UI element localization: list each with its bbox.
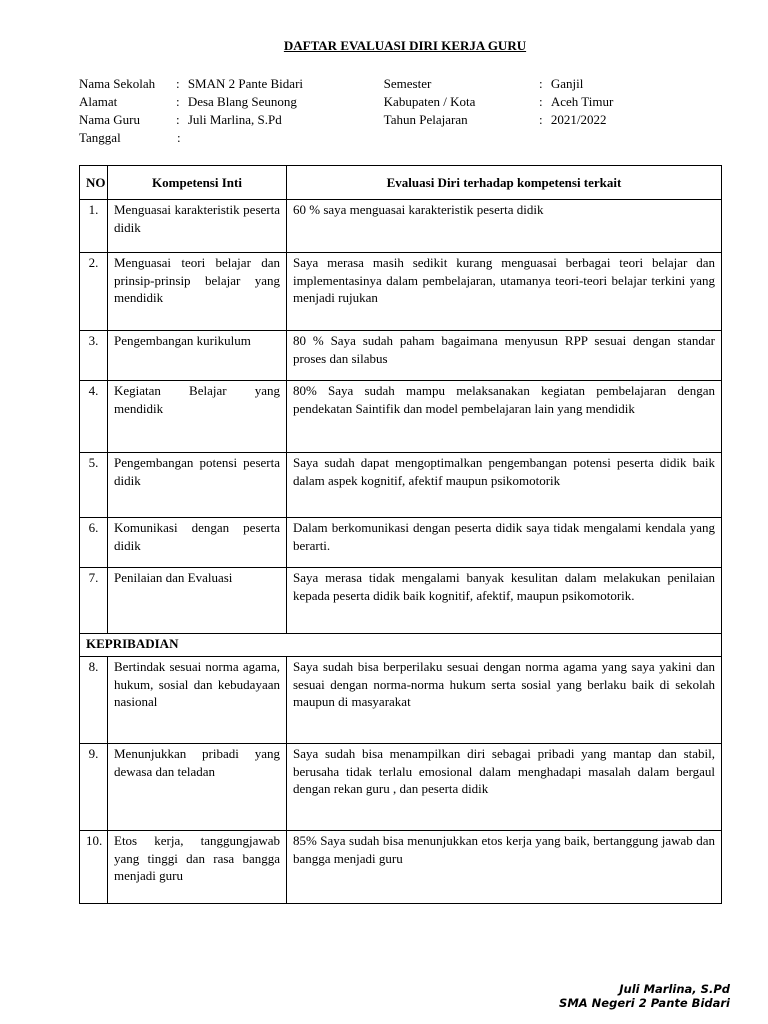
row-evaluasi: 80 % Saya sudah paham bagaimana menyusun RPP sesuai dengan standar proses dan silabus: [287, 331, 722, 381]
info-label: Nama Sekolah: [79, 76, 156, 91]
table-row: [80, 253, 722, 331]
info-value: Ganjil: [550, 76, 584, 91]
row-number: 4.: [80, 381, 108, 453]
row-number: 10.: [80, 831, 108, 904]
evaluation-table: [79, 165, 722, 904]
row-number: 3.: [80, 331, 108, 381]
info-label: Kabupaten / Kota: [383, 94, 476, 109]
header-no: NO: [80, 166, 108, 200]
row-kompetensi: Penilaian dan Evaluasi: [108, 568, 287, 634]
row-evaluasi: Saya sudah bisa berperilaku sesuai dengan norma agama yang saya yakini dan sesuai dengan norma-norma hukum serta sosial yang berlaku baik di sekolah maupun di masyarakat: [287, 657, 722, 744]
table-row: [80, 518, 722, 568]
footer-school-name: SMA Negeri 2 Pante Bidari: [559, 996, 730, 1010]
info-value: Juli Marlina, S.Pd: [187, 112, 282, 127]
info-separator: :: [175, 76, 180, 91]
info-separator: :: [538, 94, 543, 109]
header-evaluasi: Evaluasi Diri terhadap kompetensi terkait: [287, 166, 722, 200]
row-evaluasi: 60 % saya menguasai karakteristik peserta didik: [287, 200, 722, 253]
table-row: [80, 453, 722, 518]
info-label: Tahun Pelajaran: [383, 112, 468, 127]
info-separator: :: [175, 94, 180, 109]
section-kepribadian: KEPRIBADIAN: [80, 634, 722, 657]
info-value: Aceh Timur: [550, 94, 614, 109]
footer-signature: [559, 982, 730, 1010]
row-kompetensi: Menguasai teori belajar dan prinsip-prinsip belajar yang mendidik: [108, 253, 287, 331]
info-separator: :: [177, 130, 181, 145]
info-separator: :: [538, 76, 543, 91]
info-value: SMAN 2 Pante Bidari: [187, 76, 304, 91]
row-kompetensi: Pengembangan kurikulum: [108, 331, 287, 381]
row-kompetensi: Menguasai karakteristik peserta didik: [108, 200, 287, 253]
info-row: [79, 111, 719, 129]
header-kompetensi: Kompetensi Inti: [108, 166, 287, 200]
row-evaluasi: Saya merasa masih sedikit kurang menguasai berbagai teori belajar dan implementasinya dalam pembelajaran, utamanya teori-teori belajar terkini yang menjadi rujukan: [287, 253, 722, 331]
row-evaluasi: Saya merasa tidak mengalami banyak kesulitan dalam melakukan penilaian kepada peserta didik baik kognitif, afektif, maupun psikomotorik.: [287, 568, 722, 634]
row-evaluasi: 85% Saya sudah bisa menunjukkan etos kerja yang baik, bertanggung jawab dan bangga menjadi guru: [287, 831, 722, 904]
row-number: 8.: [80, 657, 108, 744]
row-number: 6.: [80, 518, 108, 568]
row-evaluasi: Dalam berkomunikasi dengan peserta didik saya tidak mengalami kendala yang berarti.: [287, 518, 722, 568]
school-info-block: [79, 75, 719, 147]
info-label: Semester: [383, 76, 432, 91]
table-row: [80, 568, 722, 634]
row-kompetensi: Etos kerja, tanggungjawab yang tinggi dan rasa bangga menjadi guru: [108, 831, 287, 904]
row-kompetensi: Bertindak sesuai norma agama, hukum, sosial dan kebudayaan nasional: [108, 657, 287, 744]
table-row: [80, 331, 722, 381]
info-row: [79, 75, 719, 93]
info-value: Desa Blang Seunong: [187, 94, 297, 109]
info-separator: :: [538, 112, 543, 127]
table-row: [80, 831, 722, 904]
table-row: [80, 657, 722, 744]
info-label: Nama Guru: [79, 112, 141, 127]
row-kompetensi: Komunikasi dengan peserta didik: [108, 518, 287, 568]
table-row: [80, 200, 722, 253]
info-row: [79, 129, 719, 147]
document-title: DAFTAR EVALUASI DIRI KERJA GURU: [283, 38, 527, 53]
row-number: 2.: [80, 253, 108, 331]
info-label: Alamat: [79, 94, 118, 109]
row-evaluasi: Saya sudah bisa menampilkan diri sebagai pribadi yang mantap dan stabil, berusaha tidak terlalu emosional dalam menghadapi masalah dalam bergaul dengan rekan guru , dan peserta didik: [287, 744, 722, 831]
row-number: 5.: [80, 453, 108, 518]
row-kompetensi: Pengembangan potensi peserta didik: [108, 453, 287, 518]
section-row: [80, 634, 722, 657]
info-row: [79, 93, 719, 111]
row-kompetensi: Menunjukkan pribadi yang dewasa dan teladan: [108, 744, 287, 831]
row-kompetensi: Kegiatan Belajar yang mendidik: [108, 381, 287, 453]
table-row: [80, 744, 722, 831]
row-number: 9.: [80, 744, 108, 831]
table-row: [80, 381, 722, 453]
footer-teacher-name: Juli Marlina, S.Pd: [619, 982, 730, 996]
table-header-row: [80, 166, 722, 200]
row-evaluasi: Saya sudah dapat mengoptimalkan pengembangan potensi peserta didik baik dalam aspek kognitif, afektif maupun psikomotorik: [287, 453, 722, 518]
info-value: [189, 129, 387, 147]
row-number: 7.: [80, 568, 108, 634]
info-separator: :: [175, 112, 180, 127]
info-value: 2021/2022: [550, 112, 607, 127]
info-label: Tanggal: [79, 130, 121, 145]
row-number: 1.: [80, 200, 108, 253]
row-evaluasi: 80% Saya sudah mampu melaksanakan kegiatan pembelajaran dengan pendekatan Saintifik dan model pembelajaran lain yang mendidik: [287, 381, 722, 453]
